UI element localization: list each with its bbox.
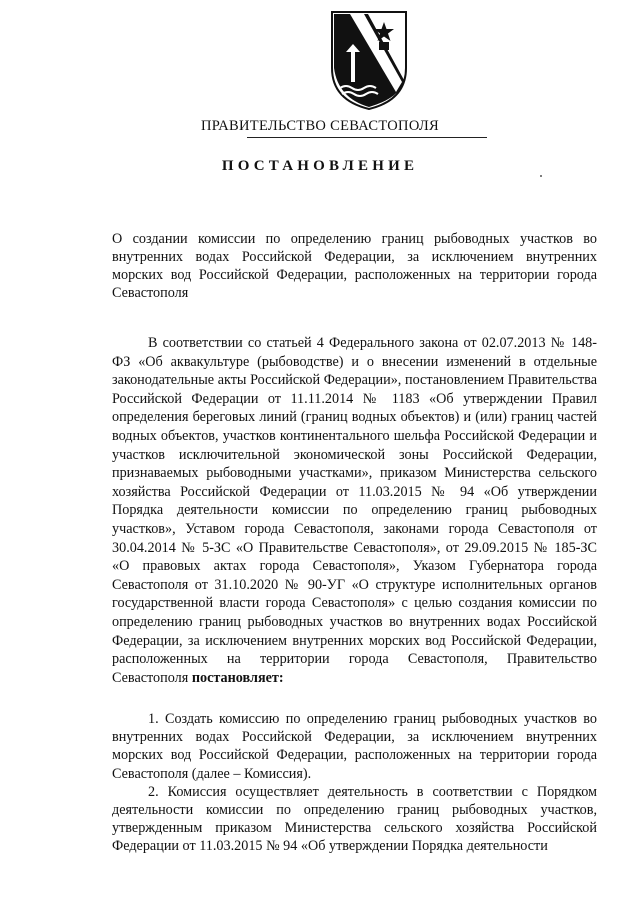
preamble-resolves: постановляет:: [191, 669, 284, 686]
preamble-text: В соответствии со статьей 4 Федерального закона от 02.07.2013 № 148-ФЗ «Об аквакультуре (рыбоводстве) и о внесении изменений в отдельные законодательные акты Российской Федерации», постановлением Правительства Российской Федерации от 11.11.2014 № 1183 «Об утверждении Правил определения береговых линий (границ водных объектов) и (или) границ частей водных объектов, участков континентального шельфа Российской Федерации и участков исключительной экономической зоны Российской Федерации, признаваемых рыбоводными участками», приказом Министерства сельского хозяйства Российской Федерации от 11.03.2015 № 94 «Об утверждении Порядка деятельности комиссии по определению границ рыбоводных участков», Уставом города Севастополя, законами города Севастополя от 30.04.2014 № 5-ЗС «О Правительстве Севастополя», от 29.09.2015 № 185-ЗС «О правовых актах города Севастополя», Указом Губернатора города Севастополя от 31.10.2020 № 90-УГ «О структуре исполнительных органов государственной власти города Севастополя» с целью создания комиссии по определению границ рыбоводных участков во внутренних водах Российской Федерации, за исключением внутренних морских вод Российской Федерации, расположенных на территории города Севастополя, Правительство Севастополя: [112, 335, 597, 686]
organization-underline: [247, 137, 487, 138]
resolution-points: [112, 710, 597, 856]
scan-speck: [540, 175, 542, 177]
document-type: ПОСТАНОВЛЕНИЕ: [221, 158, 419, 174]
point-1: 1. Создать комиссию по определению границ рыбоводных участков во внутренних водах Российской Федерации, за исключением внутренних морских вод Российской Федерации, расположенных на территории города Севастополя (далее – Комиссия).: [112, 711, 597, 782]
document-subject: О создании комиссии по определению границ рыбоводных участков во внутренних водах Российской Федерации, за исключением внутренних морских вод Российской Федерации, расположенных на территории города Севастополя: [112, 231, 597, 301]
organization-name: ПРАВИТЕЛЬСТВО СЕВАСТОПОЛЯ: [201, 118, 439, 134]
preamble-paragraph: [112, 334, 597, 687]
sevastopol-coat-of-arms-icon: [328, 8, 410, 112]
point-2: 2. Комиссия осуществляет деятельность в соответствии с Порядком деятельности комиссии по определению границ рыбоводных участков, утвержденным приказом Министерства сельского хозяйства Российской Федерации от 11.03.2015 № 94 «Об утверждении Порядка деятельности: [112, 783, 597, 855]
